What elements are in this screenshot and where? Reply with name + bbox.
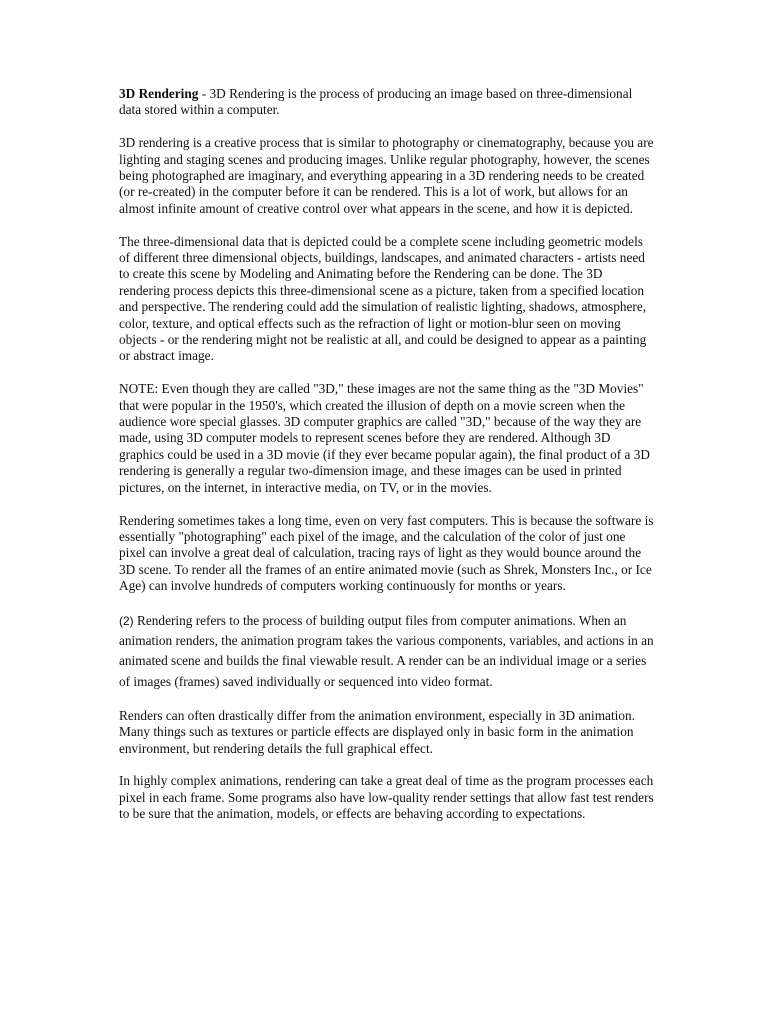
term-heading: 3D Rendering	[119, 86, 199, 101]
second-definition-paragraph	[119, 611, 655, 692]
document-page	[119, 86, 655, 839]
second-definition-text: Rendering refers to the process of building output files from computer animations. When an animation renders, the animation program takes the various components, variables, and actions in an animated scene and builds the final viewable result. A render can be an individual image or a series of images (frames) saved individually or sequenced into video format.	[119, 612, 654, 689]
definition-number: (2)	[119, 613, 134, 628]
paragraph-note: NOTE: Even though they are called "3D," these images are not the same thing as the "3D Movies" that were popular in the 1950's, which created the illusion of depth on a movie screen when the audience wore special glasses. 3D computer graphics are called "3D," because of the way they are made, using 3D computer models to represent scenes before they are rendered. Although 3D graphics could be used in a 3D movie (if they ever became popular again), the final product of a 3D rendering is generally a regular two-dimension image, and these images can be used in printed pictures, on the internet, in interactive media, on TV, or in the movies.	[119, 381, 650, 495]
paragraph-creative-process: 3D rendering is a creative process that is similar to photography or cinematography, because you are lighting and staging scenes and producing images. Unlike regular photography, however, the scenes being photographed are imaginary, and everything appearing in a 3D rendering needs to be created (or re-created) in the computer before it can be rendered. This is a lot of work, but allows for an almost infinite amount of creative control over what appears in the scene, and how it is depicted.	[119, 135, 654, 216]
paragraph-complex-animations: In highly complex animations, rendering can take a great deal of time as the program processes each pixel in each frame. Some programs also have low-quality render settings that allow fast test renders to be sure that the animation, models, or effects are behaving according to expectations.	[119, 773, 654, 822]
paragraph-rendering-time: Rendering sometimes takes a long time, even on very fast computers. This is because the software is essentially "photographing" each pixel of the image, and the calculation of the color of just one pixel can involve a great deal of calculation, tracing rays of light as they would bounce around the 3D scene. To render all the frames of an entire animated movie (such as Shrek, Monsters Inc., or Ice Age) can involve hundreds of computers working continuously for months or years.	[119, 512, 654, 594]
paragraph-renders-differ: Renders can often drastically differ from the animation environment, especially in 3D animation. Many things such as textures or particle effects are displayed only in basic form in the animation environment, but rendering details the full graphical effect.	[119, 707, 635, 756]
paragraph-three-dimensional-data: The three-dimensional data that is depicted could be a complete scene including geometric models of different three dimensional objects, buildings, landscapes, and animated characters - artists need to create this scene by Modeling and Animating before the Rendering can be done. The 3D rendering process depicts this three-dimensional scene as a picture, taken from a specified location and perspective. The rendering could add the simulation of realistic lighting, shadows, atmosphere, color, texture, and optical effects such as the refraction of light or motion-blur seen on moving objects - or the rendering might not be realistic at all, and could be designed to appear as a painting or abstract image.	[119, 233, 647, 364]
intro-definition-text: - 3D Rendering is the process of producing an image based on three-dimensional data stored within a computer.	[119, 86, 633, 118]
intro-paragraph	[119, 86, 655, 119]
